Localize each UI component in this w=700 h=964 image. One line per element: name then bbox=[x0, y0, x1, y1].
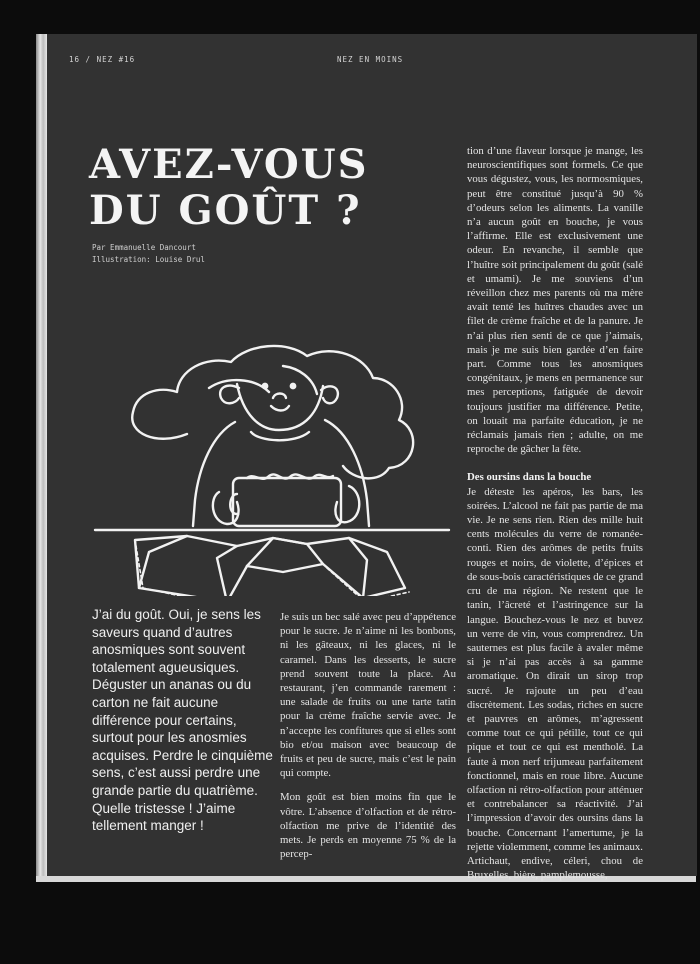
title-line-2: DU GOÛT ? bbox=[89, 187, 362, 234]
right-paragraph-body: Je déteste les apéros, les bars, les soirées. L’alcool ne fait pas partie de ma vie. Je ne sens rien. Rien des mille huit cents molécules du verre de romanée-conti. Rien des arômes de petits fruits rouges et noirs, de violette, d’épices et de sous-bois caractéristiques de ce grand cru de ma région. Ne restent que le tanin, l’âcreté et l’astringence sur la langue. Bouchez-vous le nez et buvez un verre de vin, vous comprendrez. Un sauternes est plus facile à avaler même si je n’ai pas accès à sa gamme aromatique. On dirait un sirop trop sucré. Je rajoute un peu d’eau discrètement. Les sodas, riches en sucre et pauvres en arômes, m’agressent comme tout ce qui pétille, tout ce qui pique et tout ce qui est mentholé. La faute à mon nerf trijumeau parfaitement fonctionnel, mais en roue libre. Aucune olfaction ni rétro-olfaction pour atténuer et contrebalancer sa réactivité. J’ai l’impression d’avoir des oursins dans la bouche. Concernant l’amertume, je la rejette violemment, comme les animaux. Artichaut, endive, céleri, chou de Bruxelles, bière, pamplemousse, bbox=[467, 485, 643, 882]
byline bbox=[92, 242, 205, 266]
middle-paragraph-1: Je suis un bec salé avec peu d’appétence pour le sucre. Je n’aime ni les bonbons, ni les gâteaux, ni les glaces, ni le caramel. Dans les desserts, le sucre prend souvent toute la place. Au restaurant, j’en commande rarement : une salade de fruits ou une tarte tatin pour la crème fraîche servie avec. Je n’accepte les confitures que si elles sont bio et/ou maison avec beaucoup de fruits et peu de sucre, mais c’est le pain qui compte. bbox=[280, 611, 456, 780]
byline-illustration: Illustration: Louise Drul bbox=[92, 255, 205, 264]
byline-author: Par Emmanuelle Dancourt bbox=[92, 243, 196, 252]
middle-column bbox=[280, 610, 456, 871]
article-title bbox=[89, 142, 419, 234]
magazine-page bbox=[47, 34, 697, 882]
woman-with-mug-illustration bbox=[87, 326, 457, 596]
right-paragraph-intro: tion d’une flaveur lorsque je mange, les neuroscientifiques sont formels. Ce que vous dégustez, vous, les normosmiques, peut être constitué jusqu’à 90 % d’odeurs selon les aliments. La vanille n’a aucun goût en bouche, je vous l’affirme. Elle est exclusivement une odeur. En revanche, il semble que l’huître soit principalement du goût (salé et umami). Je me souviens d’un réveillon chez mes parents où ma mère avait tenté les huîtres chaudes avec un filet de crème fraîche et de la panure. Je n’ai plus rien senti de ce que j’aimais, mais je me suis bien gardée d’en faire part. Comme tous les anosmiques congénitaux, je mens en permanence sur mes perceptions, fatiguée de devoir toujours justifier ma différence. Petite, on louait ma parfaite éducation, je ne réclamais jamais rien ; adulte, on me reproche de gâcher la fête. bbox=[467, 145, 644, 456]
section-subheading: Des oursins dans la bouche bbox=[467, 471, 592, 484]
article-lead: J’ai du goût. Oui, je sens les saveurs quand d’autres anosmiques sont souvent totalement agueusiques. Déguster un ananas ou du carton ne fait aucune différence pour certains, surtout pour les anosmies acquises. Perdre le cinquième sens, c’est aussi perdre une grande partie du quatrième. Quelle tristesse ! J’aime tellement manger ! bbox=[92, 607, 273, 834]
title-line-1: AVEZ-VOUS bbox=[89, 141, 369, 188]
folio-page-number: 16 / NEZ #16 bbox=[69, 55, 136, 64]
middle-paragraph-2: Mon goût est bien moins fin que le vôtre. L’absence d’olfaction et de rétro-olfaction me prive de l’identité des mets. Je perds en moyenne 75 % de la percep- bbox=[280, 791, 456, 861]
right-column bbox=[467, 144, 643, 892]
folio-section: NEZ EN MOINS bbox=[337, 55, 404, 64]
